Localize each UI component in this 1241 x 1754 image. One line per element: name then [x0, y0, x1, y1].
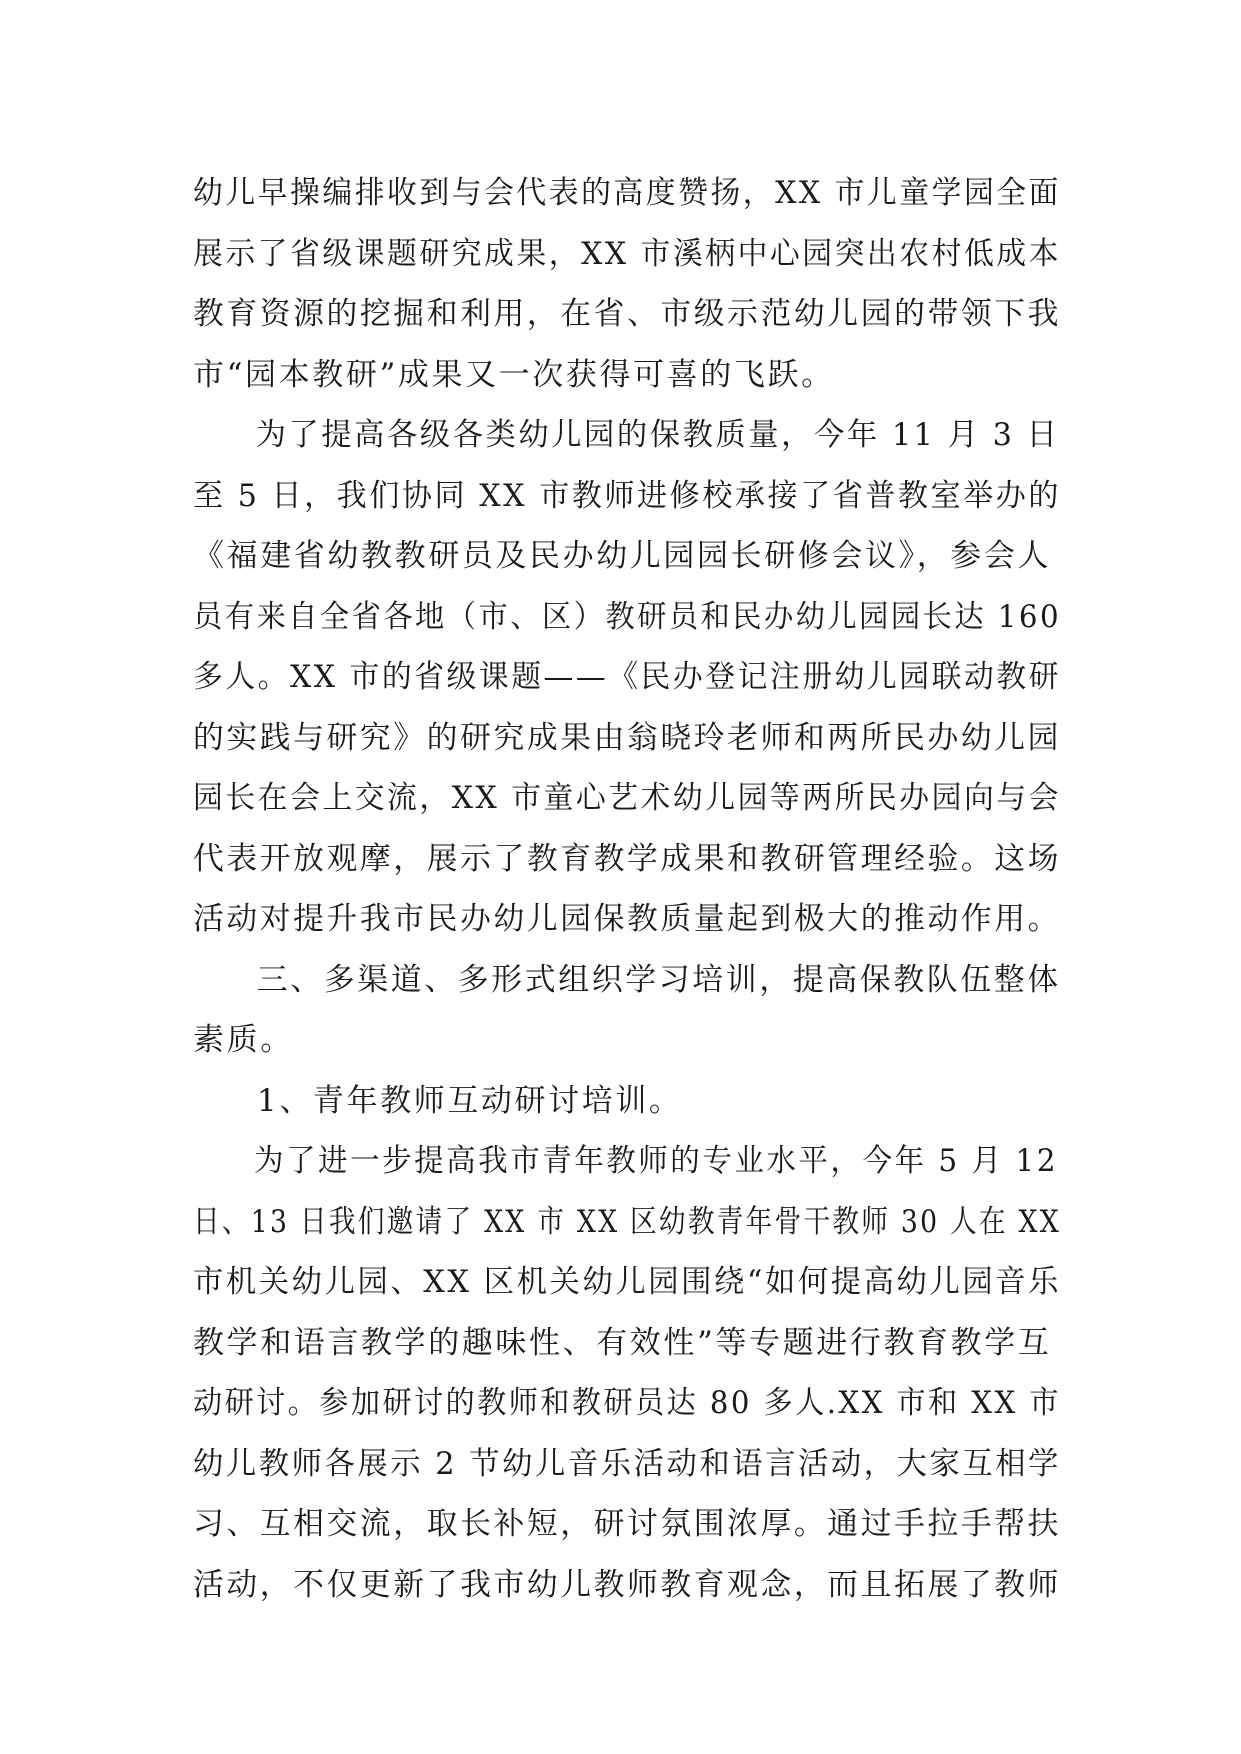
text-line: 幼儿教师各展示 2 节幼儿音乐活动和语言活动，大家互相学 — [193, 1445, 1061, 1482]
text-line: 习、互相交流，取长补短，研讨氛围浓厚。通过手拉手帮扶 — [193, 1506, 1062, 1542]
text-line: 员有来自全省各地（市、区）教研员和民办幼儿园园长达 160 — [193, 598, 1062, 635]
text-line: 动研讨。参加研讨的教师和教研员达 80 多人.XX 市和 XX 市 — [193, 1385, 1061, 1421]
text-line: 活动，不仅更新了我市幼儿教师教育观念，而且拓展了教师 — [193, 1566, 1062, 1603]
text-line: 日、13 日我们邀请了 XX 市 XX 区幼教青年骨干教师 30 人在 XX — [193, 1203, 1062, 1240]
text-line: 1、青年教师互动研讨培训。 — [257, 1082, 683, 1119]
text-line: 为了进一步提高我市青年教师的专业水平，今年 5 月 12 — [253, 1143, 1058, 1179]
text-line: 市机关幼儿园、XX 区机关幼儿园围绕“如何提高幼儿园音乐 — [193, 1264, 1062, 1300]
text-line: 园长在会上交流，XX 市童心艺术幼儿园等两所民办园向与会 — [193, 780, 1061, 816]
text-line: 至 5 日，我们协同 XX 市教师进修校承接了省普教室举办的 — [193, 477, 1061, 514]
text-line: 素质。 — [193, 1022, 294, 1058]
text-line: 代表开放观摩，展示了教育教学成果和教研管理经验。这场 — [193, 840, 1062, 877]
text-line: 教育资源的挖掘和利用，在省、市级示范幼儿园的带领下我 — [193, 296, 1062, 332]
body-text — [193, 163, 1061, 1615]
text-line: 《福建省幼教教研员及民办幼儿园园长研修会议》，参会人 — [193, 538, 1052, 574]
text-line: 展示了省级课题研究成果，XX 市溪柄中心园突出农村低成本 — [193, 235, 1061, 272]
text-line: 的实践与研究》的研究成果由翁晓玲老师和两所民办幼儿园 — [193, 719, 1062, 756]
text-line: 幼儿早操编排收到与会代表的高度赞扬，XX 市儿童学园全面 — [193, 175, 1061, 211]
text-line: 三、多渠道、多形式组织学习培训，提高保教队伍整体 — [256, 961, 1061, 998]
text-line: 市“园本教研”成果又一次获得可喜的飞跃。 — [193, 356, 835, 393]
text-line: 为了提高各级各类幼儿园的保教质量，今年 11 月 3 日 — [255, 417, 1060, 453]
text-line: 教学和语言教学的趣味性、有效性”等专题进行教育教学互 — [193, 1324, 1052, 1361]
text-line: 活动对提升我市民办幼儿园保教质量起到极大的推动作用。 — [193, 901, 1062, 937]
text-line: 多人。XX 市的省级课题——《民办登记注册幼儿园联动教研 — [193, 659, 1061, 695]
